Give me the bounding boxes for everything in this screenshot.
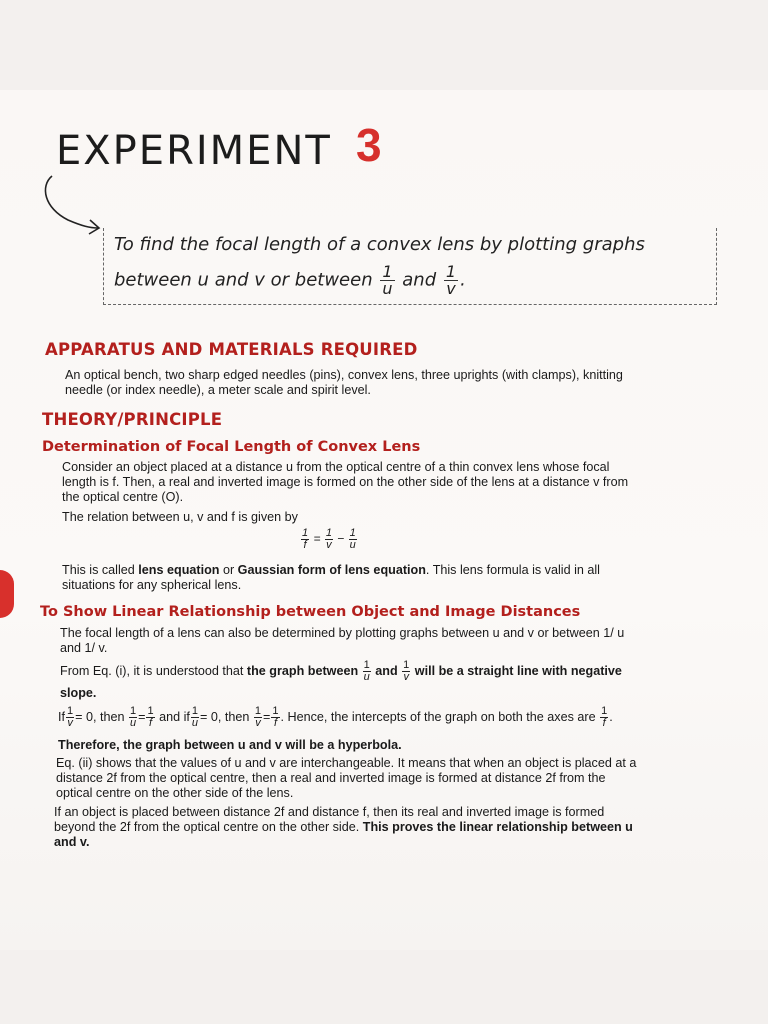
para-4-line-1: From Eq. (i), it is understood that the graph between $\frac{1}{u}$ and $\frac{1}{v}$ will be a straight line with negative [60,659,622,683]
subheading-focal-length: Determination of Focal Length of Convex Lens [42,439,421,455]
para-8-line-3: and v. [54,835,90,849]
aim-box [103,228,717,305]
apparatus-line-1: An optical bench, two sharp edged needles (pins), convex lens, three uprights (with clamps), knitting [65,368,623,382]
theory-heading: THEORY/PRINCIPLE [42,410,223,429]
fraction-1-over-u: $\frac{1}{u}$ [382,262,393,298]
para-7-line-2: distance 2f from the optical centre, then a real and inverted image is formed at distance 2f from the [56,771,606,785]
para-8-line-1: If an object is placed between distance 2f and distance f, then its real and inverted image is formed [54,805,605,819]
apparatus-heading: APPARATUS AND MATERIALS REQUIRED [45,340,418,359]
experiment-title: EXPERIMENT [56,128,332,174]
para-1-line-1: Consider an object placed at a distance u from the optical centre of a thin convex lens whose focal [62,460,610,474]
para-1-line-2: length is f. Then, a real and inverted image is formed on the other side of the lens at a distance v from [62,475,629,489]
para-3-line-1: The focal length of a lens can also be determined by plotting graphs between u and v or between 1/ u [60,626,625,640]
fraction-1-over-v: $\frac{1}{v}$ [445,262,457,298]
para-8-line-2: beyond the 2f from the optical centre on the other side. This proves the linear relationship between u [54,820,633,834]
experiment-number: 3 [356,119,382,171]
lens-equation: $\frac{1}{f}$ = $\frac{1}{v}$ − $\frac{1}{u}$ [302,527,356,551]
chapter-side-tab [0,570,14,618]
para-2-line-1: This is called lens equation or Gaussian form of lens equation. This lens formula is valid in all [62,563,600,577]
para-4-line-2: slope. [60,686,97,700]
para-6-hyperbola: Therefore, the graph between u and v will be a hyperbola. [58,738,402,752]
relation-text: The relation between u, v and f is given by [62,510,298,524]
para-1-line-3: the optical centre (O). [62,490,184,504]
aim-line-1: To find the focal length of a convex lens by plotting graphs [114,234,645,255]
para-5-intercepts: If $\frac{1}{v}$ = 0, then $\frac{1}{u}$ = $\frac{1}{f}$ and if $\frac{1}{u}$ = 0, then $\frac{1}{v}$ = $\frac{1}{f}$ . Hence, the intercepts of the graph on both the axes are $\frac{1}{f}$ . [58,705,613,729]
aim-line-2: between u and v or between $\frac{1}{u}$ and $\frac{1}{v}$ . [114,262,466,298]
aim-and: and [402,269,437,291]
para-7-line-3: optical centre on the other side of the lens. [56,786,294,800]
apparatus-line-2: needle (or index needle), a meter scale and spirit level. [65,383,371,397]
aim-line-2-text: between u and v or between [114,269,373,291]
subheading-linear-relationship: To Show Linear Relationship between Object and Image Distances [40,604,581,620]
para-2-line-2: situations for any spherical lens. [62,578,242,592]
para-3-line-2: and 1/ v. [60,641,108,655]
para-7-line-1: Eq. (ii) shows that the values of u and v are interchangeable. It means that when an object is placed at a [56,756,637,770]
